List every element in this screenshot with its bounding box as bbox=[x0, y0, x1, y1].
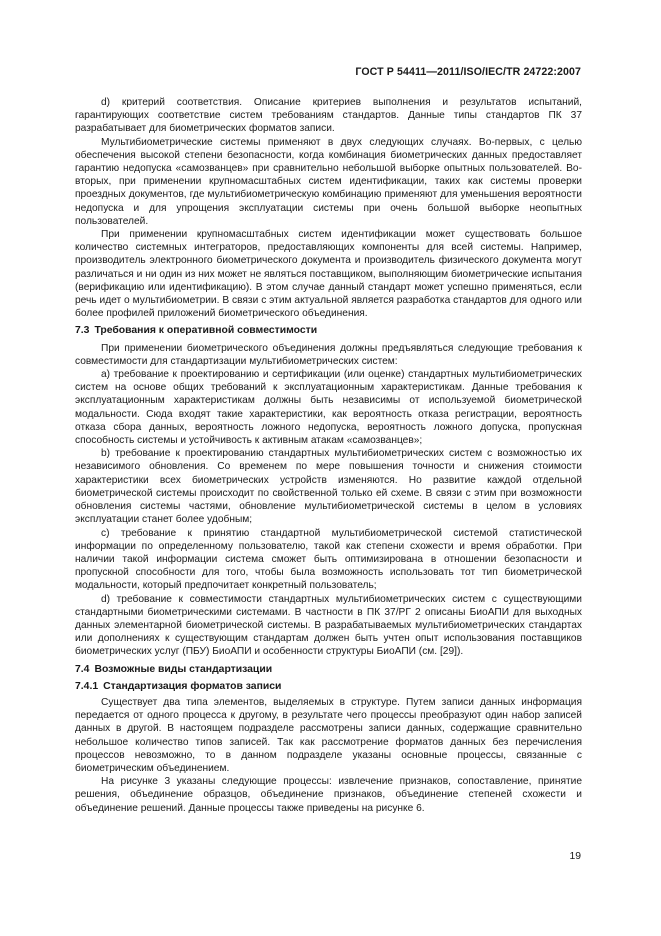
subsection-heading-7-4-1 bbox=[75, 680, 582, 693]
list-item-a: a) требование к проектированию и сертификации (или оценке) стандартных мультибиометрических систем на основе общих требований к эксплуатационным характеристикам. Данные требования к эксплуатационным характеристикам должны быть независимы от используемой биометрической модальности. Сюда входят такие характеристики, как вероятность отказа регистрации, вероятность отказа сбора данных, вероятность ложного недопуска, вероятность ложного допуска, пропускная способность системы и устойчивость к активным атакам «самозванцев»; bbox=[75, 369, 582, 447]
list-item-b: b) требование к проектированию стандартных мультибиометрических систем с возможностью их независимого обновления. Со временем по мере повышения точности и снижения стоимости характеристики всех биометрических устройств изменяются. Но развитие каждой отдельной биометрической системы происходит по свойственной только ей схеме. В связи с этим при возможности обновления системы частями, обновление мультибиометрической системы в целом в условиях эксплуатации станет более удобным; bbox=[75, 448, 582, 526]
document-header: ГОСТ Р 54411—2011/ISO/IEC/TR 24722:2007 bbox=[355, 66, 581, 78]
paragraph-record-formats: Существует два типа элементов, выделяемых в структуре. Путем записи данных информация передается от одного процесса к другому, в результате чего процессы преобразуют один набор записей данных в другой. В настоящем подразделе рассмотрены записи данных, содержащие сравнительно небольшое количество типов записей. Так как рассмотрение форматов данных без перечисления процессов невозможно, то в данном подразделе указаны основные процессы, связанные с биометрическим объединением. bbox=[75, 696, 582, 774]
list-item-c: c) требование к принятию стандартной мультибиометрической системой статистической информации по определенному пользователю, такой как степени схожести и время обработки. При наличии такой информации система сможет быть оптимизирована в отношении безопасности и пропускной способности для того, чтобы была возможность использовать тот тип биометрической модальности, который предпочитает конкретный пользователь; bbox=[75, 527, 582, 592]
page-number: 19 bbox=[569, 851, 581, 862]
subsection-number: 7.4.1 bbox=[75, 680, 99, 692]
paragraph-criterion-d: d) критерий соответствия. Описание критериев выполнения и результатов испытаний, гарантирующих соответствие систем требованиям стандартов. Данные типы стандартов ПК 37 разрабатывает для биометрических форматов записи. bbox=[75, 97, 582, 135]
list-item-d: d) требование к совместимости стандартных мультибиометрических систем с существующими стандартными биометрическими системами. В частности в ПК 37/РГ 2 описаны БиоАПИ для выходных данных элементарной биометрической системы. В разрабатываемых мультибиометрических стандартах или дополнениях к существующим стандартам должен быть учтен опыт использования поставщиков биометрических услуг (ПБУ) БиоАПИ и особенности структуры БиоАПИ (см. [29]). bbox=[75, 593, 582, 658]
section-title: Возможные виды стандартизации bbox=[94, 663, 273, 675]
section-number: 7.4 bbox=[75, 663, 90, 675]
paragraph-requirements-intro: При применении биометрического объединения должны предъявляться следующие требования к совместимости для стандартизации мультибиометрических систем: bbox=[75, 342, 582, 367]
paragraph-multibiometric-use: Мультибиометрические системы применяют в двух следующих случаях. Во-первых, с целью обеспечения высокой степени безопасности, когда комбинация биометрических данных предоставляет гарантию недопуска «самозванцев» при сравнительно небольшой выборке опытных пользователей. Во-вторых, при применении крупномасштабных систем идентификации, таких как системы проверки проездных документов, где мультибиометрическую комбинацию применяют для уменьшения вероятности недопуска и для упрощения эксплуатации системы при очень большой выборке неопытных пользователей. bbox=[75, 136, 582, 227]
section-heading-7-4 bbox=[75, 663, 582, 676]
section-number: 7.3 bbox=[75, 325, 90, 337]
paragraph-large-scale-systems: При применении крупномасштабных систем идентификации может существовать большое количество системных интеграторов, предоставляющих компоненты для всей системы. Например, производитель электронного биометрического документа и производитель физического документа могут различаться и ни один из них может не являться поставщиком, выполняющим биометрические испытания (верификацию или идентификацию). В этом случае данный стандарт может успешно применяться, если речь идет о мультибиометрии. В связи с этим актуальной является разработка стандартов для одного или более профилей приложений биометрического объединения. bbox=[75, 229, 582, 320]
document-body bbox=[75, 96, 582, 815]
section-title: Требования к оперативной совместимости bbox=[94, 325, 318, 337]
section-heading-7-3 bbox=[75, 324, 582, 337]
subsection-title: Стандартизация форматов записи bbox=[103, 680, 282, 692]
paragraph-figure-3-processes: На рисунке 3 указаны следующие процессы: извлечение признаков, сопоставление, принятие решения, объединение образцов, объединение признаков, объединение степеней схожести и объединение решений. Данные процессы также приведены на рисунке 6. bbox=[75, 776, 582, 814]
